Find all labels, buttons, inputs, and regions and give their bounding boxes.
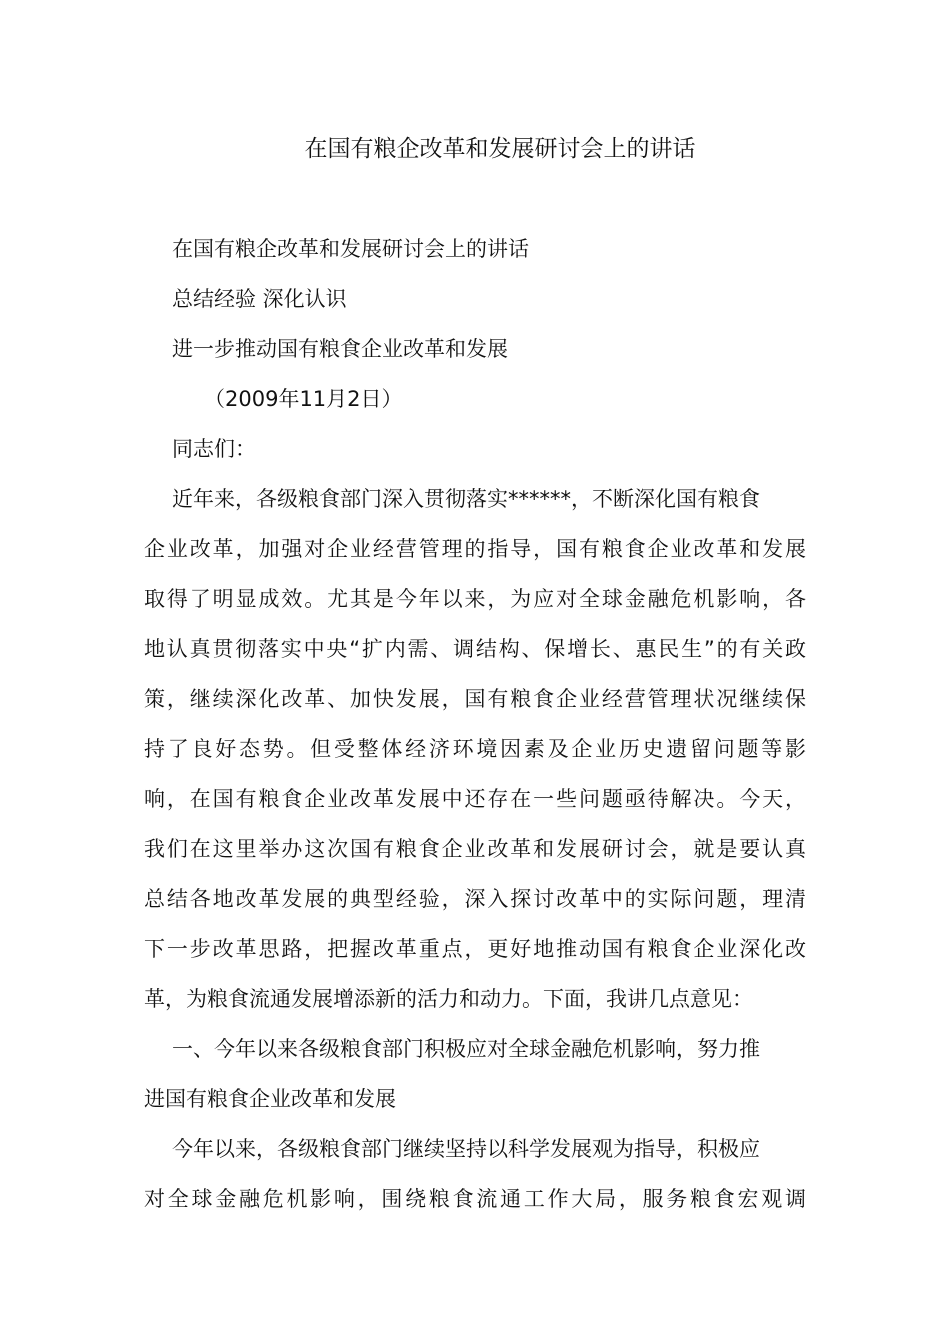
salutation: 同志们： [172, 437, 256, 461]
paragraph-line: 策，继续深化改革、加快发展，国有粮食企业经营管理状况继续保 [144, 687, 806, 711]
paragraph-line: 总结各地改革发展的典型经验，深入探讨改革中的实际问题，理清 [144, 887, 806, 911]
paragraph-line: 取得了明显成效。尤其是今年以来，为应对全球金融危机影响，各 [144, 587, 806, 611]
subtitle-line-2: 进一步推动国有粮食企业改革和发展 [172, 337, 508, 361]
paragraph-line: 近年来，各级粮食部门深入贯彻落实******，不断深化国有粮食 [172, 487, 760, 511]
speech-date: （2009年11月2日） [204, 387, 403, 411]
paragraph-line: 对全球金融危机影响，围绕粮食流通工作大局，服务粮食宏观调 [144, 1187, 806, 1211]
document-title: 在国有粮企改革和发展研讨会上的讲话 [304, 136, 696, 162]
paragraph-line: 下一步改革思路，把握改革重点，更好地推动国有粮食企业深化改 [144, 937, 806, 961]
speech-title-line: 在国有粮企改革和发展研讨会上的讲话 [172, 237, 529, 261]
paragraph-line: 响，在国有粮食企业改革发展中还存在一些问题亟待解决。今天， [144, 787, 806, 811]
section-heading-line: 一、今年以来各级粮食部门积极应对全球金融危机影响，努力推 [172, 1037, 760, 1061]
subtitle-line-1: 总结经验 深化认识 [172, 287, 347, 311]
paragraph-line: 我们在这里举办这次国有粮食企业改革和发展研讨会，就是要认真 [144, 837, 806, 861]
paragraph-line: 地认真贯彻落实中央“扩内需、调结构、保增长、惠民生”的有关政 [144, 637, 806, 661]
document-body [144, 234, 806, 1234]
paragraph-line: 革，为粮食流通发展增添新的活力和动力。下面，我讲几点意见： [144, 987, 753, 1011]
paragraph-line: 企业改革，加强对企业经营管理的指导，国有粮食企业改革和发展 [144, 537, 806, 561]
paragraph-line: 持了良好态势。但受整体经济环境因素及企业历史遗留问题等影 [144, 737, 806, 761]
section-heading-line: 进国有粮食企业改革和发展 [144, 1087, 396, 1111]
paragraph-line: 今年以来，各级粮食部门继续坚持以科学发展观为指导，积极应 [172, 1137, 760, 1161]
